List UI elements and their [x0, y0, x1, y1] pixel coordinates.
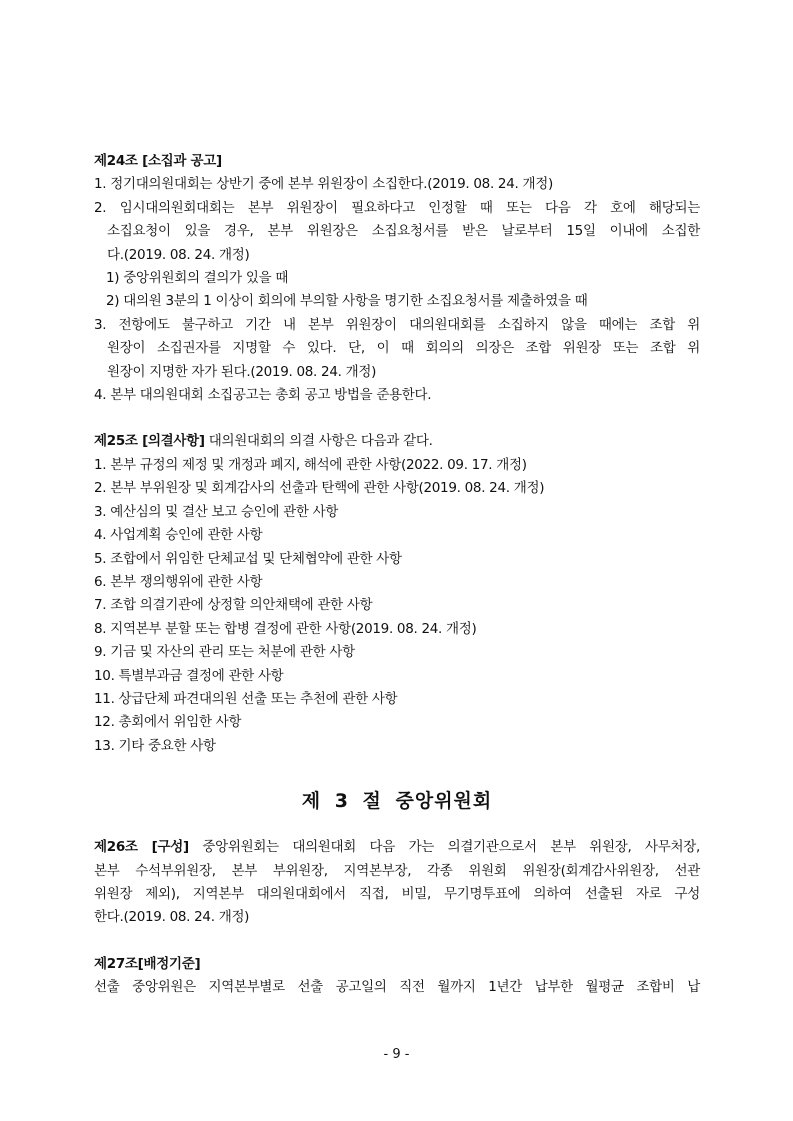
article-25-item: 10. 특별부과금 결정에 관한 사항 [94, 667, 284, 684]
article-26-heading: 제26조 [구성] [94, 839, 189, 856]
article-24-item: 2. 임시대의원회대회는 본부 위원장이 필요하다고 인정할 때 또는 다음 각 호에 해당되는 [94, 199, 700, 216]
article-25-heading-line [94, 430, 700, 453]
document-page [94, 150, 700, 1000]
article-25-item: 11. 상급단체 파견대의원 선출 또는 추천에 관한 사항 [94, 690, 398, 707]
article-24-subitem: 1) 중앙위원회의 결의가 있을 때 [106, 270, 289, 287]
page-number: - 9 - [383, 1047, 410, 1062]
article-24-item: 3. 전항에도 불구하고 기간 내 본부 위원장이 대의원대회를 소집하지 않을 때에는 조합 위 [94, 316, 700, 333]
article-24-subitem: 2) 대의원 3분의 1 이상이 회의에 부의할 사항을 명기한 소집요청서를 제출하였을 때 [106, 293, 588, 310]
article-26-text: 위원장 제외), 지역본부 대의원대회에서 직접, 비밀, 무기명투표에 의하여 선출된 자로 구성 [94, 885, 700, 902]
article-25-item: 6. 본부 쟁의행위에 관한 사항 [94, 573, 263, 590]
article-25-item: 9. 기금 및 자산의 관리 또는 처분에 관한 사항 [94, 644, 355, 661]
article-25-item: 2. 본부 부위원장 및 회계감사의 선출과 탄핵에 관한 사항(2019. 08. 24. 개정) [94, 480, 545, 497]
article-25-item: 1. 본부 규정의 제정 및 개정과 폐지, 해석에 관한 사항(2022. 09. 17. 개정) [94, 456, 527, 473]
article-25-item: 4. 사업계획 승인에 관한 사항 [94, 527, 263, 544]
article-25-item: 8. 지역본부 분할 또는 합병 결정에 관한 사항(2019. 08. 24. 개정) [94, 620, 477, 637]
article-25-heading: 제25조 [의결사항] [94, 433, 205, 450]
article-25-item: 7. 조합 의결기관에 상정할 의안채택에 관한 사항 [94, 597, 373, 614]
article-25-item: 3. 예산심의 및 결산 보고 승인에 관한 사항 [94, 503, 339, 520]
article-25-item: 5. 조합에서 위임한 단체교섭 및 단체협약에 관한 사항 [94, 550, 402, 567]
article-24-item: 다.(2019. 08. 24. 개정) [107, 246, 250, 263]
article-24-item: 소집요청이 있을 경우, 본부 위원장은 소집요청서를 받은 날로부터 15일 이내에 소집한 [107, 223, 700, 240]
article-26-text: 중앙위원회는 대의원대회 다음 가는 의결기관으로서 본부 위원장, 사무처장, [188, 839, 700, 856]
article-27-heading: 제27조[배정기준] [94, 955, 201, 972]
article-26-text: 한다.(2019. 08. 24. 개정) [94, 909, 250, 926]
article-24-item: 원장이 소집권자를 지명할 수 있다. 단, 이 때 회의의 의장은 조합 위원장 또는 조합 위 [107, 340, 700, 357]
article-26-text: 본부 수석부위원장, 본부 부위원장, 지역본부장, 각종 위원회 위원장(회계감사위원장, 선관 [94, 862, 700, 879]
article-24-item: 4. 본부 대의원대회 소집공고는 총회 공고 방법을 준용한다. [94, 387, 432, 404]
article-24-heading: 제24조 [소집과 공고] [94, 153, 222, 169]
article-24-item: 원장이 지명한 자가 된다.(2019. 08. 24. 개정) [107, 363, 377, 380]
section-title: 제 3 절 중앙위원회 [301, 790, 493, 813]
article-25-intro: 대의원대회의 의결 사항은 다음과 같다. [204, 433, 433, 450]
article-24-item: 1. 정기대의원대회는 상반기 중에 본부 위원장이 소집한다.(2019. 08. 24. 개정) [94, 176, 553, 193]
article-25-item: 13. 기타 중요한 사항 [94, 737, 216, 754]
article-26-first-line [94, 836, 700, 859]
article-27-text: 선출 중앙위원은 지역본부별로 선출 공고일의 직전 월까지 1년간 납부한 월평균 조합비 납 [94, 979, 700, 996]
article-25-item: 12. 총회에서 위임한 사항 [94, 714, 242, 731]
